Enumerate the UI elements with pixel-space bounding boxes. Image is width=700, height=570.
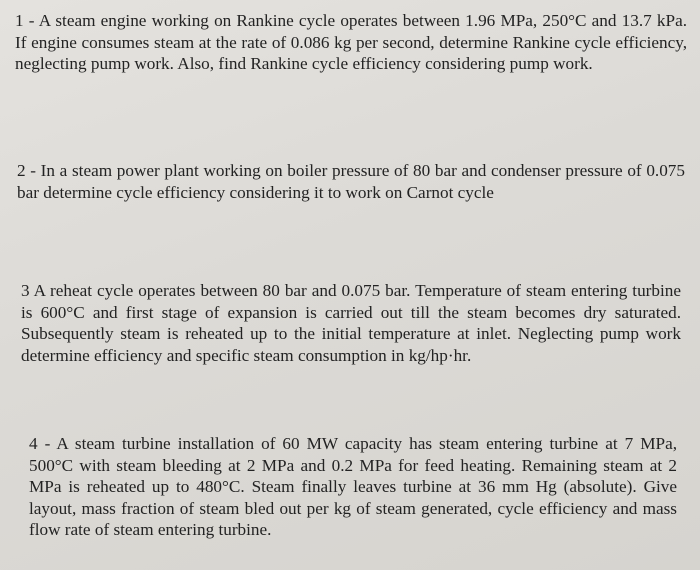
problem-3: 3 A reheat cycle operates between 80 bar and 0.075 bar. Temperature of steam entering turbine is 600°C and first stage of expansion is carried out till the steam becomes dry saturated. Subsequently steam is reheated up to the initial temperature at inlet. Neglecting pump work determine efficiency and specific steam consumption in kg/hp·hr. — [21, 281, 681, 365]
problem-1: 1 - A steam engine working on Rankine cycle operates between 1.96 MPa, 250°C and 13.7 kPa. If engine consumes steam at the rate of 0.086 kg per second, determine Rankine cycle efficiency, neglecting pump work. Also, find Rankine cycle efficiency considering pump work. — [15, 11, 687, 73]
problem-2: 2 - In a steam power plant working on boiler pressure of 80 bar and condenser pressure of 0.075 bar determine cycle efficiency considering it to work on Carnot cycle — [17, 161, 685, 202]
problem-4: 4 - A steam turbine installation of 60 MW capacity has steam entering turbine at 7 MPa, 500°C with steam bleeding at 2 MPa and 0.2 MPa for feed heating. Remaining steam at 2 MPa is reheated up to 480°C. Steam finally leaves turbine at 36 mm Hg (absolute). Give layout, mass fraction of steam bled out per kg of steam generated, cycle efficiency and mass flow rate of steam entering turbine. — [29, 434, 677, 539]
